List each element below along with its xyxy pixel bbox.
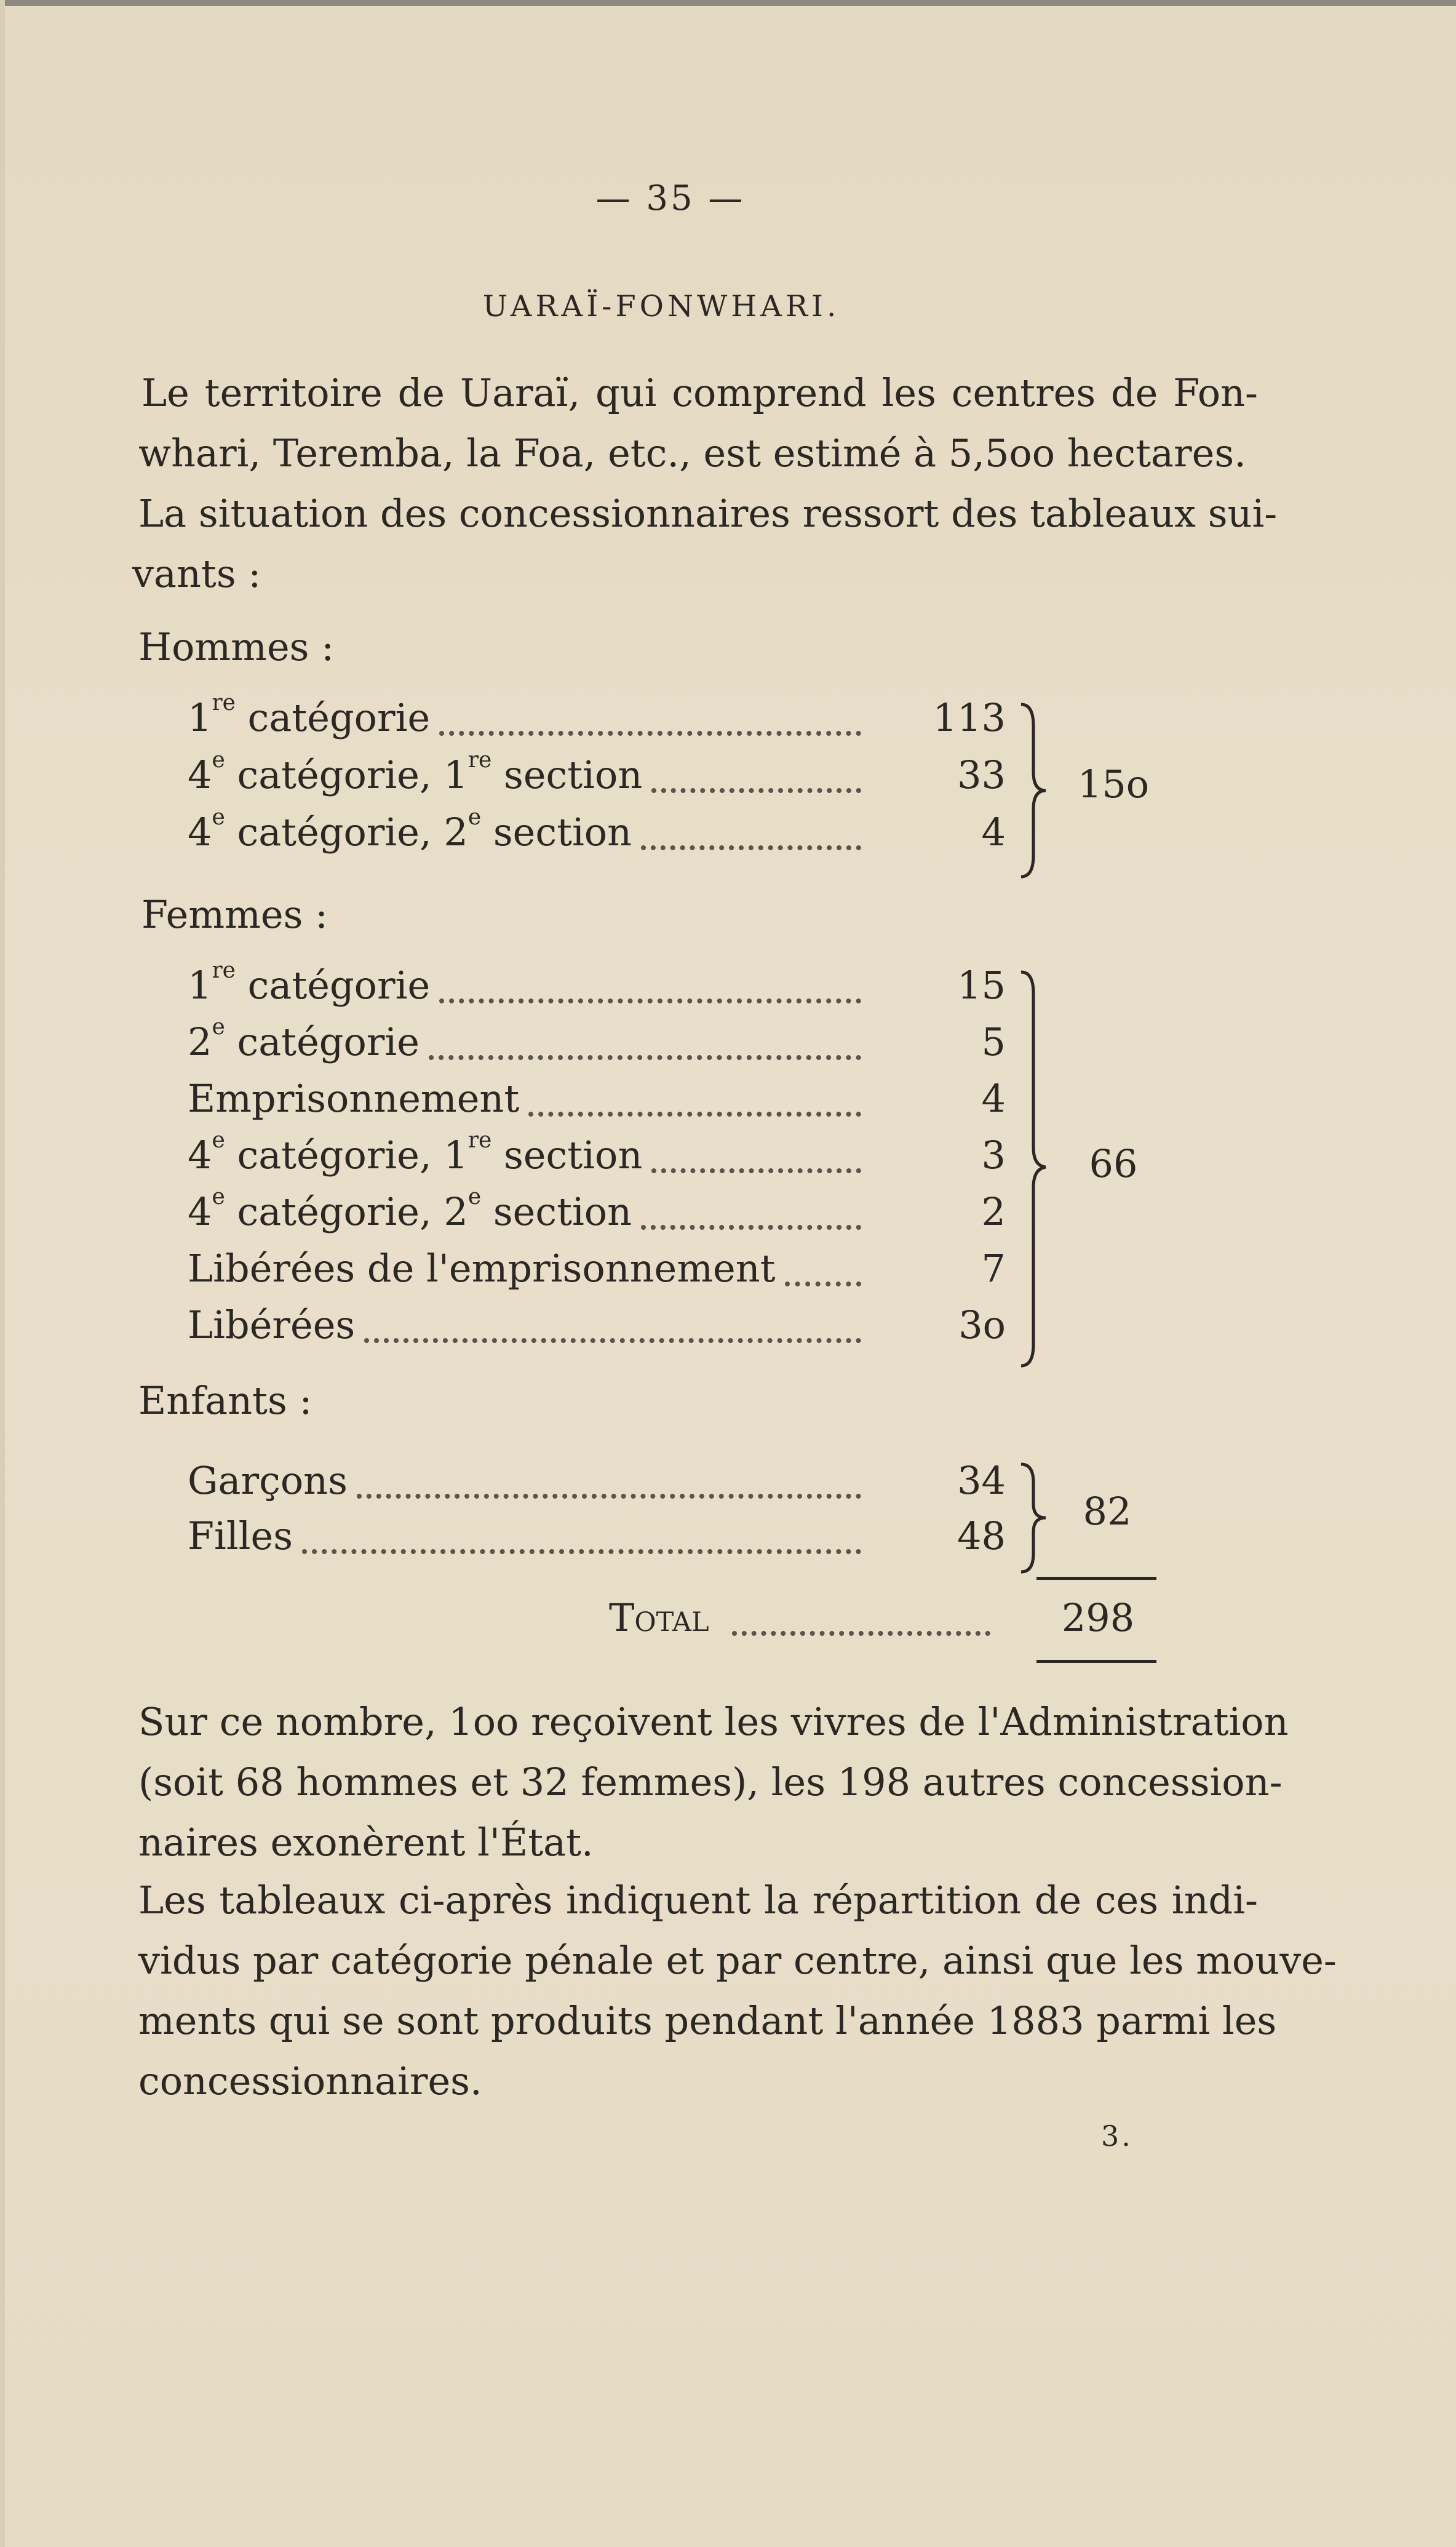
enfants-subtotal: 82	[1083, 1489, 1132, 1534]
femmes-row-leader	[641, 1200, 861, 1230]
enfants-row	[188, 1513, 1006, 1569]
conclusion-line-3: naires exonèrent l'État.	[138, 1820, 594, 1865]
enfants-label: Enfants :	[138, 1378, 312, 1423]
hommes-row-label: 4e catégorie, 1re section	[188, 747, 643, 797]
hommes-row-leader	[439, 706, 861, 736]
femmes-row-leader	[528, 1087, 861, 1117]
total-leader	[732, 1606, 990, 1636]
femmes-row	[188, 1184, 1006, 1245]
femmes-row	[188, 1302, 1006, 1358]
femmes-row-leader	[785, 1257, 861, 1286]
femmes-row-label: 4e catégorie, 1re section	[188, 1128, 643, 1178]
total-row	[609, 1595, 990, 1651]
femmes-row-label: Emprisonnement	[188, 1076, 520, 1121]
femmes-subtotal: 66	[1089, 1141, 1138, 1186]
hommes-row-label: 4e catégorie, 2e section	[188, 805, 632, 855]
page-number: — 35 —	[595, 178, 746, 218]
intro-line-2: whari, Teremba, la Foa, etc., est estimé à 5,5oo hectares.	[138, 431, 1246, 476]
enfants-row-label: Filles	[188, 1513, 293, 1558]
hommes-row	[188, 690, 1006, 751]
femmes-row-leader	[651, 1144, 861, 1173]
enfants-row-leader	[357, 1469, 861, 1499]
femmes-row-label: Libérées	[188, 1302, 356, 1347]
femmes-row-value: 15	[957, 963, 1006, 1008]
femmes-row-value: 4	[981, 1076, 1006, 1121]
femmes-row	[188, 958, 1006, 1018]
femmes-row-label: 4e catégorie, 2e section	[188, 1184, 632, 1234]
enfants-brace	[1018, 1461, 1055, 1575]
hommes-row-value: 4	[981, 810, 1006, 855]
hommes-row-value: 33	[957, 752, 1006, 797]
femmes-row-value: 3o	[958, 1302, 1006, 1347]
femmes-row-leader	[439, 974, 861, 1003]
conclusion2-line-2: vidus par catégorie pénale et par centre, ainsi que les mouve-	[138, 1938, 1337, 1983]
total-value: 298	[1061, 1595, 1135, 1640]
femmes-label: Femmes :	[141, 892, 328, 937]
intro-paragraph-2	[132, 484, 1278, 604]
enfants-row-value: 34	[957, 1458, 1006, 1503]
femmes-brace	[1018, 969, 1055, 1369]
section-heading: UARAÏ-FONWHARI.	[482, 289, 840, 324]
femmes-row-value: 7	[981, 1246, 1006, 1291]
femmes-row	[188, 1128, 1006, 1188]
hommes-subtotal: 15o	[1077, 762, 1150, 807]
femmes-row	[188, 1014, 1006, 1075]
total-label: Total	[609, 1595, 709, 1640]
enfants-row	[188, 1458, 1006, 1513]
intro-line-1: Le territoire de Uaraï, qui comprend les centres de Fon-	[141, 370, 1258, 415]
enfants-row-value: 48	[957, 1513, 1006, 1558]
femmes-row-leader	[429, 1030, 861, 1060]
total-rule-top	[1036, 1577, 1156, 1580]
hommes-label: Hommes :	[138, 624, 335, 669]
hommes-row	[188, 747, 1006, 808]
conclusion-paragraph	[138, 1692, 1289, 1873]
femmes-row-value: 2	[981, 1189, 1006, 1234]
conclusion-line-2: (soit 68 hommes et 32 femmes), les 198 autres concession-	[138, 1760, 1283, 1804]
hommes-row-leader	[641, 821, 861, 850]
femmes-row	[188, 1076, 1006, 1131]
intro-paragraph	[138, 363, 1258, 484]
conclusion2-line-1: Les tableaux ci-après indiquent la répartition de ces indi-	[138, 1878, 1258, 1923]
page-left-edge	[0, 0, 5, 2547]
hommes-row-label: 1re catégorie	[188, 690, 431, 740]
enfants-row-leader	[302, 1525, 861, 1554]
femmes-row-label: Libérées de l'emprisonnement	[188, 1246, 776, 1291]
conclusion2-line-3: ments qui se sont produits pendant l'année 1883 parmi les	[138, 1998, 1277, 2043]
hommes-row-value: 113	[933, 695, 1006, 740]
conclusion-line-1: Sur ce nombre, 1oo reçoivent les vivres de l'Administration	[138, 1699, 1289, 1744]
hommes-brace	[1018, 701, 1055, 880]
conclusion2-paragraph	[138, 1870, 1337, 2111]
hommes-row	[188, 805, 1006, 865]
conclusion2-line-4: concessionnaires.	[138, 2059, 482, 2103]
intro-line-3: La situation des concessionnaires ressort des tableaux sui-	[138, 491, 1278, 536]
page-top-edge	[0, 0, 1456, 6]
femmes-row-label: 2e catégorie	[188, 1014, 420, 1064]
femmes-row-value: 3	[981, 1133, 1006, 1178]
femmes-row-label: 1re catégorie	[188, 958, 431, 1008]
enfants-row-label: Garçons	[188, 1458, 348, 1503]
intro-line-4: vants :	[132, 551, 261, 596]
femmes-row-value: 5	[981, 1019, 1006, 1064]
signature-mark: 3.	[1101, 2119, 1133, 2153]
femmes-row-leader	[364, 1313, 861, 1343]
hommes-row-leader	[651, 763, 861, 793]
femmes-row	[188, 1246, 1006, 1301]
total-rule-bottom	[1036, 1660, 1156, 1663]
